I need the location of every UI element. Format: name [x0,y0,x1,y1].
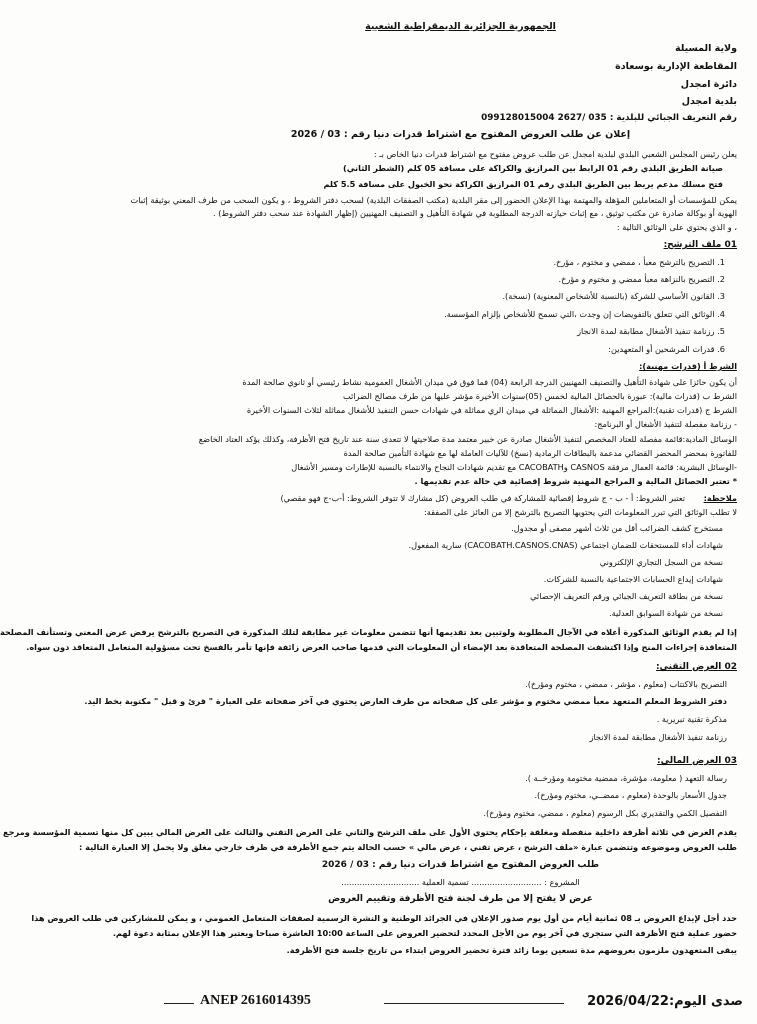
footer-date-group [587,994,743,1009]
footer-divider [384,1003,564,1004]
daira-name: دائرة امجدل [680,79,737,90]
deadline-line: يبقى المتعهدون ملزمون بعروضهم مدة تسعين يوما زائد فترة تحضير العروض ابتداء من تاريخ جلسة فتح الأظرفة. [286,945,737,955]
candidacy-item: 5. رزنامة تنفيذ الأشغال مطابقة لمدة الانجاز [577,326,725,336]
note-closing: إذا لم يقدم الوثائق المذكورة أعلاه في الآجال المطلوبة ولوتبين بعد تقديمها أنها تتضمن معلومات غير مطابقة لتلك المذكورة في التصريح بالترشح يرفض عرض المعني وتستأنف المصلحة [0,627,737,637]
condition-line: الوسائل المادية:قائمة مفصلة للعتاد المخصص لتنفيذ الأشغال صادرة عن خبير معتمد مدة صلاحيتها لا تتعدى سنة عند تاريخ فتح الأظرفة، وكذلك يؤكد العتاد الخاضع [198,434,737,444]
conditions-title: الشرط أ (قدرات مهنية): [639,361,737,371]
technical-offer-item: مذكرة تقنية تبريرية . [656,714,727,724]
state-name: ولاية المسيلة [675,43,737,54]
note-title: ملاحظة: [703,493,737,503]
footer-date: 2026/04/22 [587,994,669,1009]
candidacy-item: 4. الوثائق التي تتعلق بالتفويضات إن وجدت ،التي تسمح للأشخاص بإلزام المؤسسة. [444,309,725,319]
eligibility-line: يمكن للمؤسسات أو المتعاملين المؤهلة والمهتمة بهذا الإعلان الحضور إلى مقر البلدية (مكتب الصفقات البلدية) لسحب دفتر الشروط ، و يكون السحب من طرف المعني بوثيقة إثبات [130,195,737,205]
republic-header: الجمهورية الجزائرية الديمقراطية الشعبية [365,21,556,32]
project-item: فتح مسلك مدعم يربط بين الطريق البلدي رقم 01 المرازيق الكراكة نحو الخبول على مسافة 5.5 كلم [323,179,723,189]
submission-line: يقدم العرض في ثلاثة أظرفة داخلية منفصلة ومغلقة بإحكام يحتوي الأول على ملف الترشح والثاني على العرض التقني والثالث على العرض المالي يبين كل منها تسمية المؤسسة ومرجع [3,827,737,837]
footer-date-label: صدى اليوم: [668,994,743,1009]
candidacy-item: 2. التصريح بالنزاهة معبأ ممضي و مختوم و مؤرخ. [558,274,725,284]
note-line: تعتبر الشروط: أ - ب - ج شروط إقصائية للمشاركة في طلب العروض (كل مشارك لا تتوفر الشروط: أ-ب-ج فهو مقصي) [280,493,685,503]
eligibility-line: الهوية أو بوكالة صادرة عن مكتب توثيق ، مع إثبات حيازته الدرجة المطلوبة في شهادة التأهيل و التصنيف المهنيين (إظهار الشهادة عند سحب دفتر الشروط) . [213,208,737,218]
envelope-project: المشروع : ........................... تسمية العملية .............................. [341,877,580,887]
financial-offer-item: التفصيل الكمي والتقديري بكل الرسوم (معلوم ، ممضي، مختوم ومؤرخ). [483,808,727,818]
footer-divider [164,1003,194,1004]
municipality-name: بلدية امجدل [681,96,737,107]
section-candidacy-title: 01 ملف الترشح: [663,240,737,250]
condition-line: للفاتورة بمحضر المحضر القضائي مدعمة بالبطاقات الرمادية (نسخ) للآليات العاملة لها مع شهادة التأمين صالحة المدة [343,448,737,458]
condition-line: الشرط ج (قدرات تقنية):المراجع المهنية :الأشغال المماثلة في ميدان الري مماثلة في شهادات حسن التنفيذ للأشغال مماثلة لثلاث السنوات الأخيرة [246,405,737,415]
deadline-line: حضور عملية فتح الأظرفة التي ستجري في آخر يوم من الأجل المحدد لتحضير العروض على الساعة 10:00 العاشرة صباحا ويعتبر هذا الإعلان بمثابة دعوة لهم. [112,928,737,938]
note-closing: المتعاقدة إجراءات المنح وإذا اكتشفت المصلحة المتعاقدة بعد الإمضاء أن المعلومات التي قدمها صاحب العرض زائفة فإنها تأمر بالفسخ تحت مسؤولية المتعامل المتعاقد دون سواه. [26,642,737,652]
eligibility-line: ، و الذي يحتوي على الوثائق التالية : [616,222,737,232]
envelope-title: طلب العروض المفتوح مع اشتراط قدرات دنيا رقم : 03 / 2026 [321,860,600,870]
condition-line: أن يكون حائزا على شهادة التأهيل والتصنيف المهنيين الدرجة الرابعة (04) فما فوق في ميدان الأشغال العمومية نشاط رئيسي أو ثانوي صالحة المدة [242,377,737,387]
condition-line: - رزنامة مفصلة لتنفيذ الأشغال أو البرنامج: [594,419,737,429]
submission-line: طلب العروض وموضوعه وتتضمن عبارة «ملف الترشح ، عرض تقني ، عرض مالي » حسب الحالة يتم جمع الأظرفة في ظرف خارجي مغلق ولا يحمل إلا العبارة التالية : [78,842,737,852]
intro-text: يعلن رئيس المجلس الشعبي البلدي لبلدية امجدل عن طلب عروض مفتوح مع اشتراط قدرات دنيا الخاص بـ : [373,149,737,159]
tax-id: رقم التعريف الجبائي للبلدية : 035 /2627 099128015004 [481,113,737,123]
technical-offer-item: التصريح بالاكتتاب (معلوم ، مؤشر ، ممضي ، مختوم ومؤرخ). [525,679,727,689]
technical-offer-item: رزنامة تنفيذ الأشغال مطابقة لمدة الانجاز [589,732,727,742]
note-bullet: نسخة من السجل التجاري الإلكتروني [599,557,723,567]
notice-title: إعلان عن طلب العروض المفتوح مع اشتراط قدرات دنيا رقم : 03 / 2026 [290,129,631,140]
financial-offer-title: 03 العرض المالي: [656,756,737,766]
financial-offer-item: رسالة التعهد ( معلومة، مؤشرة، ممضية مختومة ومؤرخــة ). [525,773,727,783]
note-bullet: نسخة من بطاقة التعريف الجبائي ورقم التعريف الإحصائي [530,591,723,601]
note-bullet: مستخرج كشف الضرائب أقل من ثلاث أشهر مصفى أو مجدول. [511,523,723,533]
envelope-note: عرض لا يفتح إلا من طرف لجنة فتح الأظرفة وتقييم العروض [328,894,593,904]
anep-number: ANEP 2616014395 [200,993,311,1008]
financial-offer-item: جدول الأسعار بالوحدة (معلوم ، ممضــي، مختوم ومؤرخ). [534,790,727,800]
condition-line: -الوسائل البشرية: قائمة العمال مرفقة CASNOS وCACOBATH مع تقديم شهادات النجاح والانتماء بالنسبة للإطارات ومسير الأشغال [291,462,737,472]
note-bullet: شهادات أداء للمستحقات للضمان اجتماعي (CACOBATH.CASNOS.CNAS) سارية المفعول. [408,540,723,550]
deadline-line: حدد أجل لإيداع العروض بـ 08 ثمانية أيام من أول يوم صدور الإعلان في الجرائد الوطنية و النشرة الرسمية لصفقات المتعامل العمومي ، و يمكن للمشاركين في طلب العروض هذا [31,913,737,923]
technical-offer-item: دفتر الشروط المعلم المتعهد معبأ ممضي مختوم و مؤشر على كل صفحاته من طرف العارض يحتوي في آخر صفحاته على العبارة " قرئ و قبل " مكتوبة بخط اليد. [84,696,727,706]
technical-offer-title: 02 العرض التقني: [655,662,737,672]
candidacy-item: 1. التصريح بالترشح معبأ ، ممضي و مختوم ، مؤرخ. [553,257,725,267]
candidacy-item: 6. قدرات المرشحين أو المتعهدين: [608,344,725,354]
note-bullet: نسخة من شهادة السوابق العدلية. [608,608,723,618]
district-name: المقاطعة الإدارية بوسعادة [615,61,737,72]
note-line: لا تطلب الوثائق التي تبرر المعلومات التي يحتويها التصريح بالترشح إلا من العائز على الصفقة: [424,507,737,517]
candidacy-item: 3. القانون الأساسي للشركة (بالنسبة للأشخاص المعنوية) (نسخة). [502,291,725,301]
project-item: صيانة الطريق البلدي رقم 01 الرابط بين المرازيق والكراكة على مسافة 05 كلم (الشطر الثاني) [343,163,723,173]
condition-line: الشرط ب (قدرات مالية): عبورة بالحصائل المالية لخمس (05)سنوات الأخيرة مؤشر عليها من طرف مصالح الضرائب [342,391,737,401]
condition-line: * تعتبر الحصائل المالية و المراجع المهنية شروط إقصائية في حالة عدم تقديمها . [414,476,737,486]
note-bullet: شهادات إيداع الحسابات الاجتماعية بالنسبة للشركات. [543,574,723,584]
